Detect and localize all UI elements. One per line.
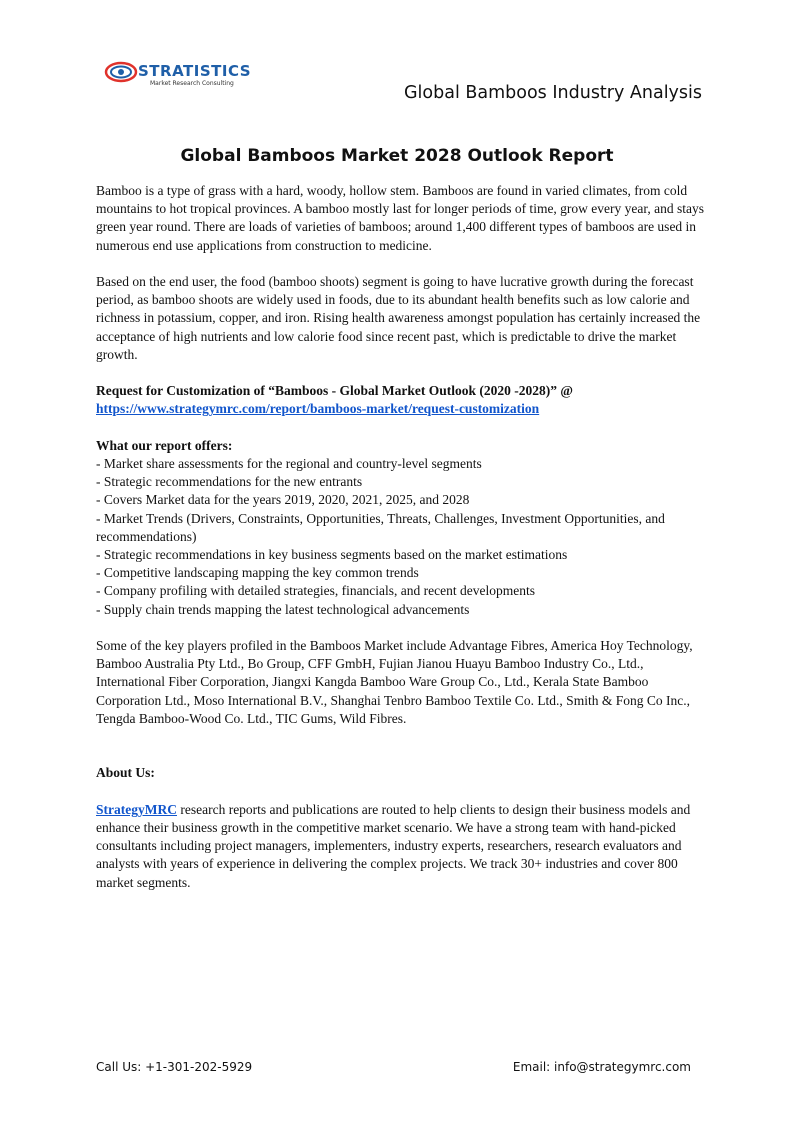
list-item: - Covers Market data for the years 2019, 2020, 2021, 2025, and 2028 bbox=[96, 492, 470, 508]
list-item: - Supply chain trends mapping the latest technological advancements bbox=[96, 601, 470, 617]
logo-tagline: Market Research Consulting bbox=[150, 80, 234, 87]
report-title: Global Bamboos Market 2028 Outlook Report bbox=[180, 146, 614, 166]
list-item: - Company profiling with detailed strategies, financials, and recent developments bbox=[96, 583, 535, 599]
list-item: - Market share assessments for the regional and country-level segments bbox=[96, 456, 482, 471]
about-text: research reports and publications are routed to help clients to design their business models and enhance their business growth in the competitive market scenario. We have a strong team with hand-picked consultants including project managers, implementers, industry experts, researchers, research evaluators and analysts with years of experience in delivering the complex projects. We track 30+ industries and cover 800 market segments. bbox=[96, 801, 691, 890]
footer-email: Email: info@strategymrc.com bbox=[512, 1060, 691, 1074]
list-item: - Strategic recommendations in key business segments based on the market estimations bbox=[96, 547, 568, 563]
about-paragraph bbox=[96, 801, 706, 892]
header-title: Global Bamboos Industry Analysis bbox=[404, 83, 703, 103]
request-customization-link[interactable]: https://www.strategymrc.com/report/bamboos-market/request-customization bbox=[96, 401, 540, 417]
report-body bbox=[96, 182, 706, 892]
list-item: - Market Trends (Drivers, Constraints, Opportunities, Threats, Challenges, Investment Opportunities, and recommendations) bbox=[96, 510, 665, 544]
list-item: - Competitive landscaping mapping the key common trends bbox=[96, 565, 419, 581]
offers-heading: What our report offers: bbox=[96, 437, 233, 453]
strategymrc-link[interactable]: StrategyMRC bbox=[96, 801, 177, 817]
segment-paragraph: Based on the end user, the food (bamboo shoots) segment is going to have lucrative growth during the forecast period, as bamboo shoots are widely used in foods, due to its abundant health benefits such as low calorie and richness in potassium, copper, and iron. Rising health awareness amongst population has certainly increased the acceptance of high nutrients and low calorie food since recent past, which is predictable to drive the market growth. bbox=[96, 274, 701, 362]
about-heading: About Us: bbox=[96, 765, 155, 781]
request-customization-text: Request for Customization of “Bamboos - Global Market Outlook (2020 -2028)” @ bbox=[96, 383, 573, 399]
footer-phone: Call Us: +1-301-202-5929 bbox=[96, 1060, 253, 1074]
company-logo bbox=[104, 58, 274, 88]
offers-list bbox=[96, 455, 706, 619]
list-item: - Strategic recommendations for the new entrants bbox=[96, 474, 363, 490]
intro-paragraph: Bamboo is a type of grass with a hard, woody, hollow stem. Bamboos are found in varied climates, from cold mountains to hot tropical provinces. A bamboo mostly last for longer periods of time, grow every year, and stays green year round. There are loads of varieties of bamboos; around 1,400 different types of bamboos are used in numerous end use applications from construction to medicine. bbox=[96, 183, 704, 253]
key-players-paragraph: Some of the key players profiled in the Bamboos Market include Advantage Fibres, America Hoy Technology, Bamboo Australia Pty Ltd., Bo Group, CFF GmbH, Fujian Jianou Huayu Bamboo Industry Co., Ltd., International Fiber Corporation, Jiangxi Kangda Bamboo Ware Group Co., Ltd., Kerala State Bamboo Corporation Ltd., Moso International B.V., Shanghai Tenbro Bamboo Textile Co. Ltd., Smith & Fong Co Inc., Tengda Bamboo-Wood Co. Ltd., TIC Gums, Wild Fibres. bbox=[96, 638, 693, 726]
stratistics-logo-icon bbox=[104, 58, 274, 88]
logo-wordmark: STRATISTICS bbox=[138, 62, 252, 80]
